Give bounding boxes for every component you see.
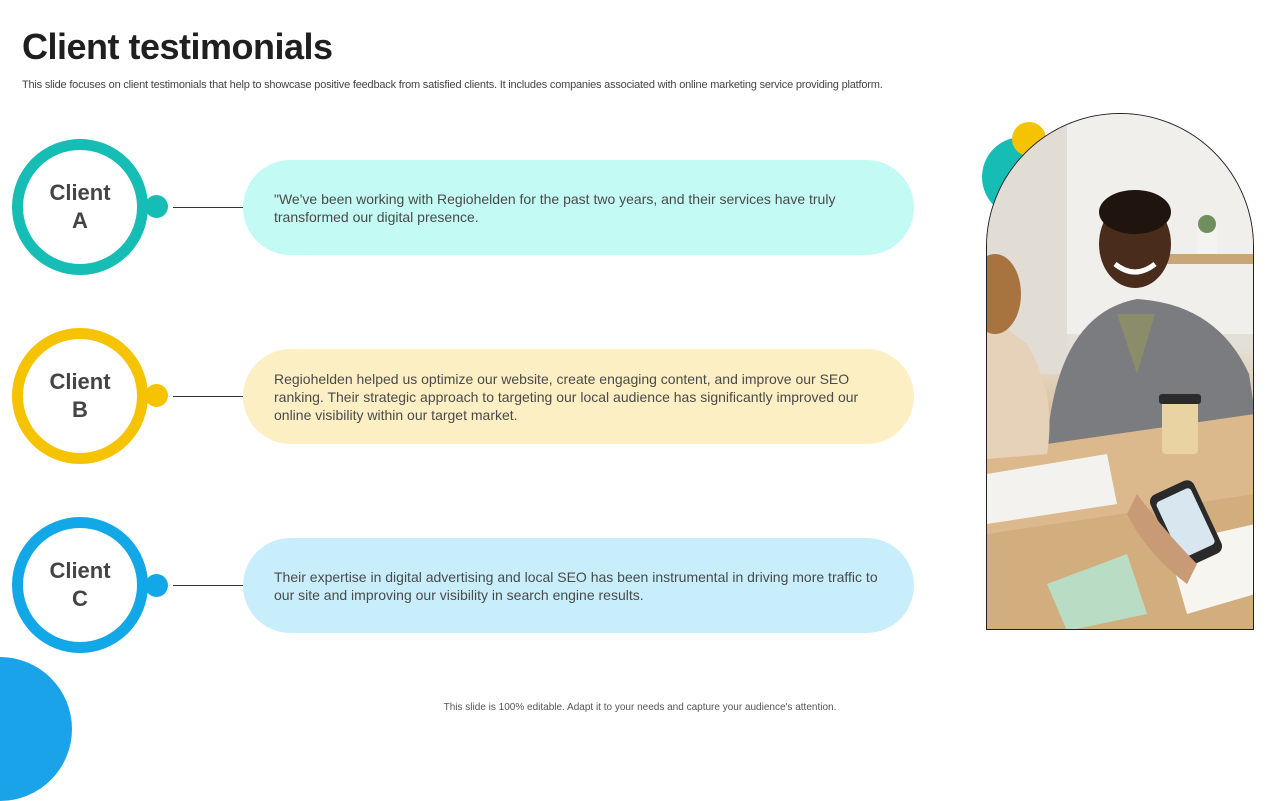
client-b-quote: Regiohelden helped us optimize our website, create engaging content, and improve our SEO ranking. Their strategic approach to targeting our local audience has significantly improved our online visibility within our target market. (274, 370, 859, 423)
client-c-testimonial (243, 538, 914, 633)
business-meeting-photo (986, 113, 1254, 630)
client-b-connector (173, 396, 243, 397)
client-a-badge (12, 139, 148, 275)
slide-title: Client testimonials (22, 26, 333, 67)
client-c-quote: Their expertise in digital advertising and local SEO has been instrumental in driving more traffic to our site and improving our visibility in search engine results. (274, 568, 878, 603)
client-c-connector (173, 585, 243, 586)
client-a-testimonial (243, 160, 914, 255)
client-c-badge (12, 517, 148, 653)
client-c-label-line2: C (72, 586, 88, 611)
client-c-label-line1: Client (49, 558, 111, 583)
client-a-dot (145, 195, 168, 218)
client-a-label-line1: Client (49, 180, 111, 205)
client-c-dot (145, 574, 168, 597)
meeting-illustration (987, 114, 1254, 630)
client-b-badge (12, 328, 148, 464)
client-b-label-line1: Client (49, 369, 111, 394)
client-a-quote: "We've been working with Regiohelden for the past two years, and their services have truly transformed our digital presence. (274, 190, 836, 225)
client-a-label-line2: A (72, 208, 88, 233)
decorative-corner-circle (0, 657, 72, 801)
slide-subtitle: This slide focuses on client testimonials that help to showcase positive feedback from satisfied clients. It includes companies associated with online marketing service providing platform. (22, 79, 883, 91)
client-b-testimonial (243, 349, 914, 444)
client-b-dot (145, 384, 168, 407)
client-a-connector (173, 207, 243, 208)
slide-footer: This slide is 100% editable. Adapt it to your needs and capture your audience's attention. (443, 702, 837, 713)
client-b-label-line2: B (72, 397, 88, 422)
